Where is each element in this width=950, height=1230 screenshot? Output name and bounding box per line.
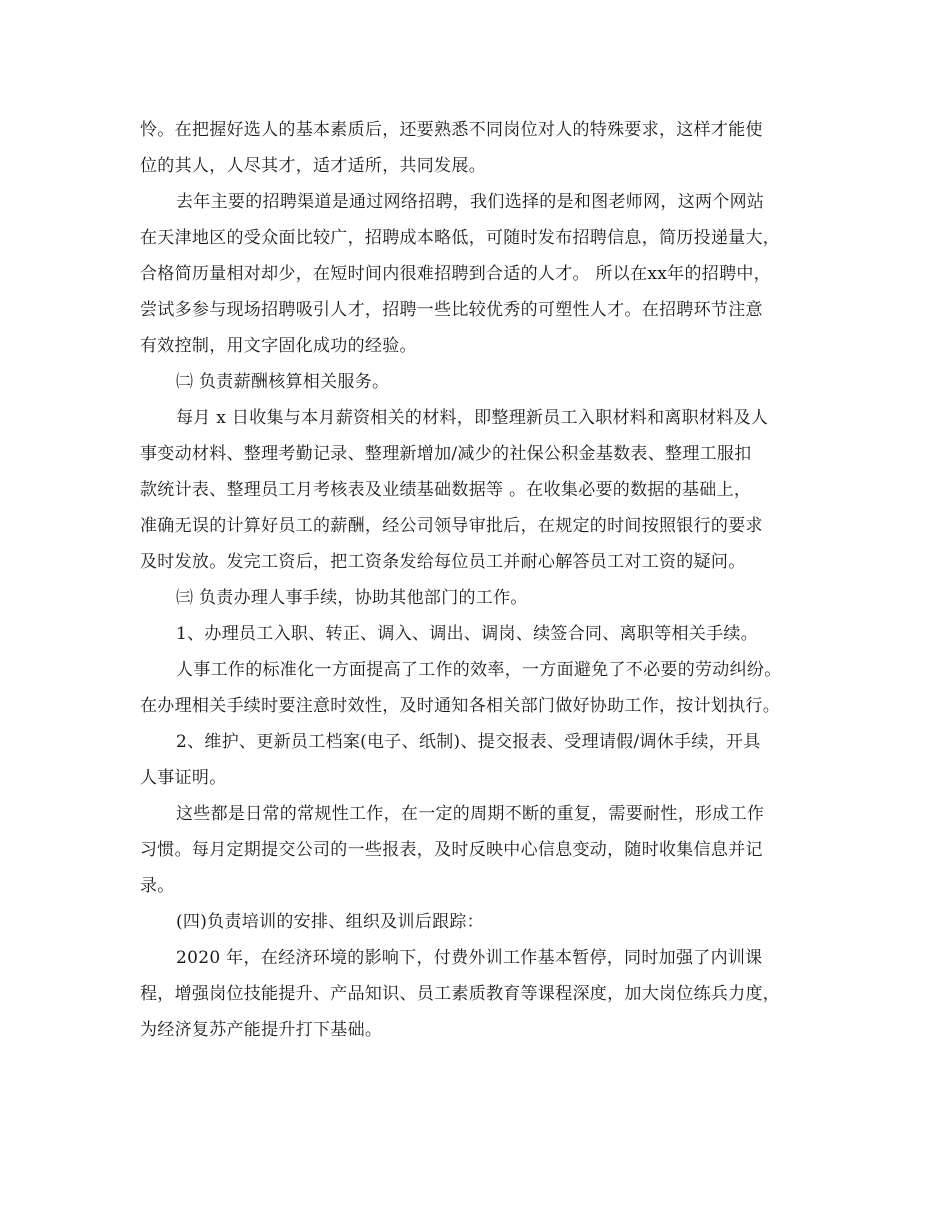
section-heading: (四)负责培训的安排、组织及训后跟踪： (176, 912, 484, 932)
paragraph-start: 2020 年，在经济环境的影响下，付费外训工作基本暂停，同时加强了内训课 (176, 948, 763, 968)
text-line: 录。 (140, 876, 175, 896)
text-line: 为经济复苏产能提升打下基础。 (140, 1020, 383, 1040)
text-line: 在办理相关手续时要注意时效性，及时通知各相关部门做好协助工作，按计划执行。 (140, 696, 781, 716)
list-item: 1、办理员工入职、转正、调入、调出、调岗、续签合同、离职等相关手续。 (176, 624, 759, 644)
text-line: 准确无误的计算好员工的薪酬，经公司领导审批后，在规定的时间按照银行的要求 (140, 516, 763, 536)
section-heading: ㈢ 负责办理人事手续，协助其他部门的工作。 (176, 588, 528, 608)
text-line: 在天津地区的受众面比较广，招聘成本略低，可随时发布招聘信息，简历投递量大， (140, 228, 781, 248)
text-line: 有效控制，用文字固化成功的经验。 (140, 336, 417, 356)
text-line: 事变动材料、整理考勤记录、整理新增加/减少的社保公积金基数表、整理工服扣 (140, 444, 752, 464)
text-line: 人事证明。 (140, 768, 227, 788)
text-line: 尝试多参与现场招聘吸引人才，招聘一些比较优秀的可塑性人才。在招聘环节注意 (140, 300, 763, 320)
text-line: 位的其人，人尽其才，适才适所，共同发展。 (140, 156, 486, 176)
text-line: 款统计表、整理员工月考核表及业绩基础数据等 。在收集必要的数据的基础上， (140, 480, 752, 500)
paragraph-start: 每月 x 日收集与本月薪资相关的材料，即整理新员工入职材料和离职材料及人 (176, 408, 769, 428)
paragraph-start: 人事工作的标准化一方面提高了工作的效率，一方面避免了不必要的劳动纠纷。 (176, 660, 782, 680)
text-line: 习惯。每月定期提交公司的一些报表，及时反映中心信息变动，随时收集信息并记 (140, 840, 763, 860)
text-line: 怜。在把握好选人的基本素质后，还要熟悉不同岗位对人的特殊要求，这样才能使 (140, 120, 763, 140)
text-line: 合格简历量相对却少，在短时间内很难招聘到合适的人才。 所以在xx年的招聘中， (140, 264, 771, 284)
paragraph-start: 去年主要的招聘渠道是通过网络招聘，我们选择的是和图老师网，这两个网站 (176, 192, 765, 212)
text-line: 程，增强岗位技能提升、产品知识、员工素质教育等课程深度，加大岗位练兵力度， (140, 984, 781, 1004)
section-heading: ㈡ 负责薪酬核算相关服务。 (176, 372, 390, 392)
paragraph-start: 这些都是日常的常规性工作，在一定的周期不断的重复，需要耐性，形成工作 (176, 804, 765, 824)
text-line: 及时发放。发完工资后，把工资条发给每位员工并耐心解答员工对工资的疑问。 (140, 552, 746, 572)
list-item: 2、维护、更新员工档案(电子、纸制)、提交报表、受理请假/调休手续，开具 (176, 732, 761, 752)
